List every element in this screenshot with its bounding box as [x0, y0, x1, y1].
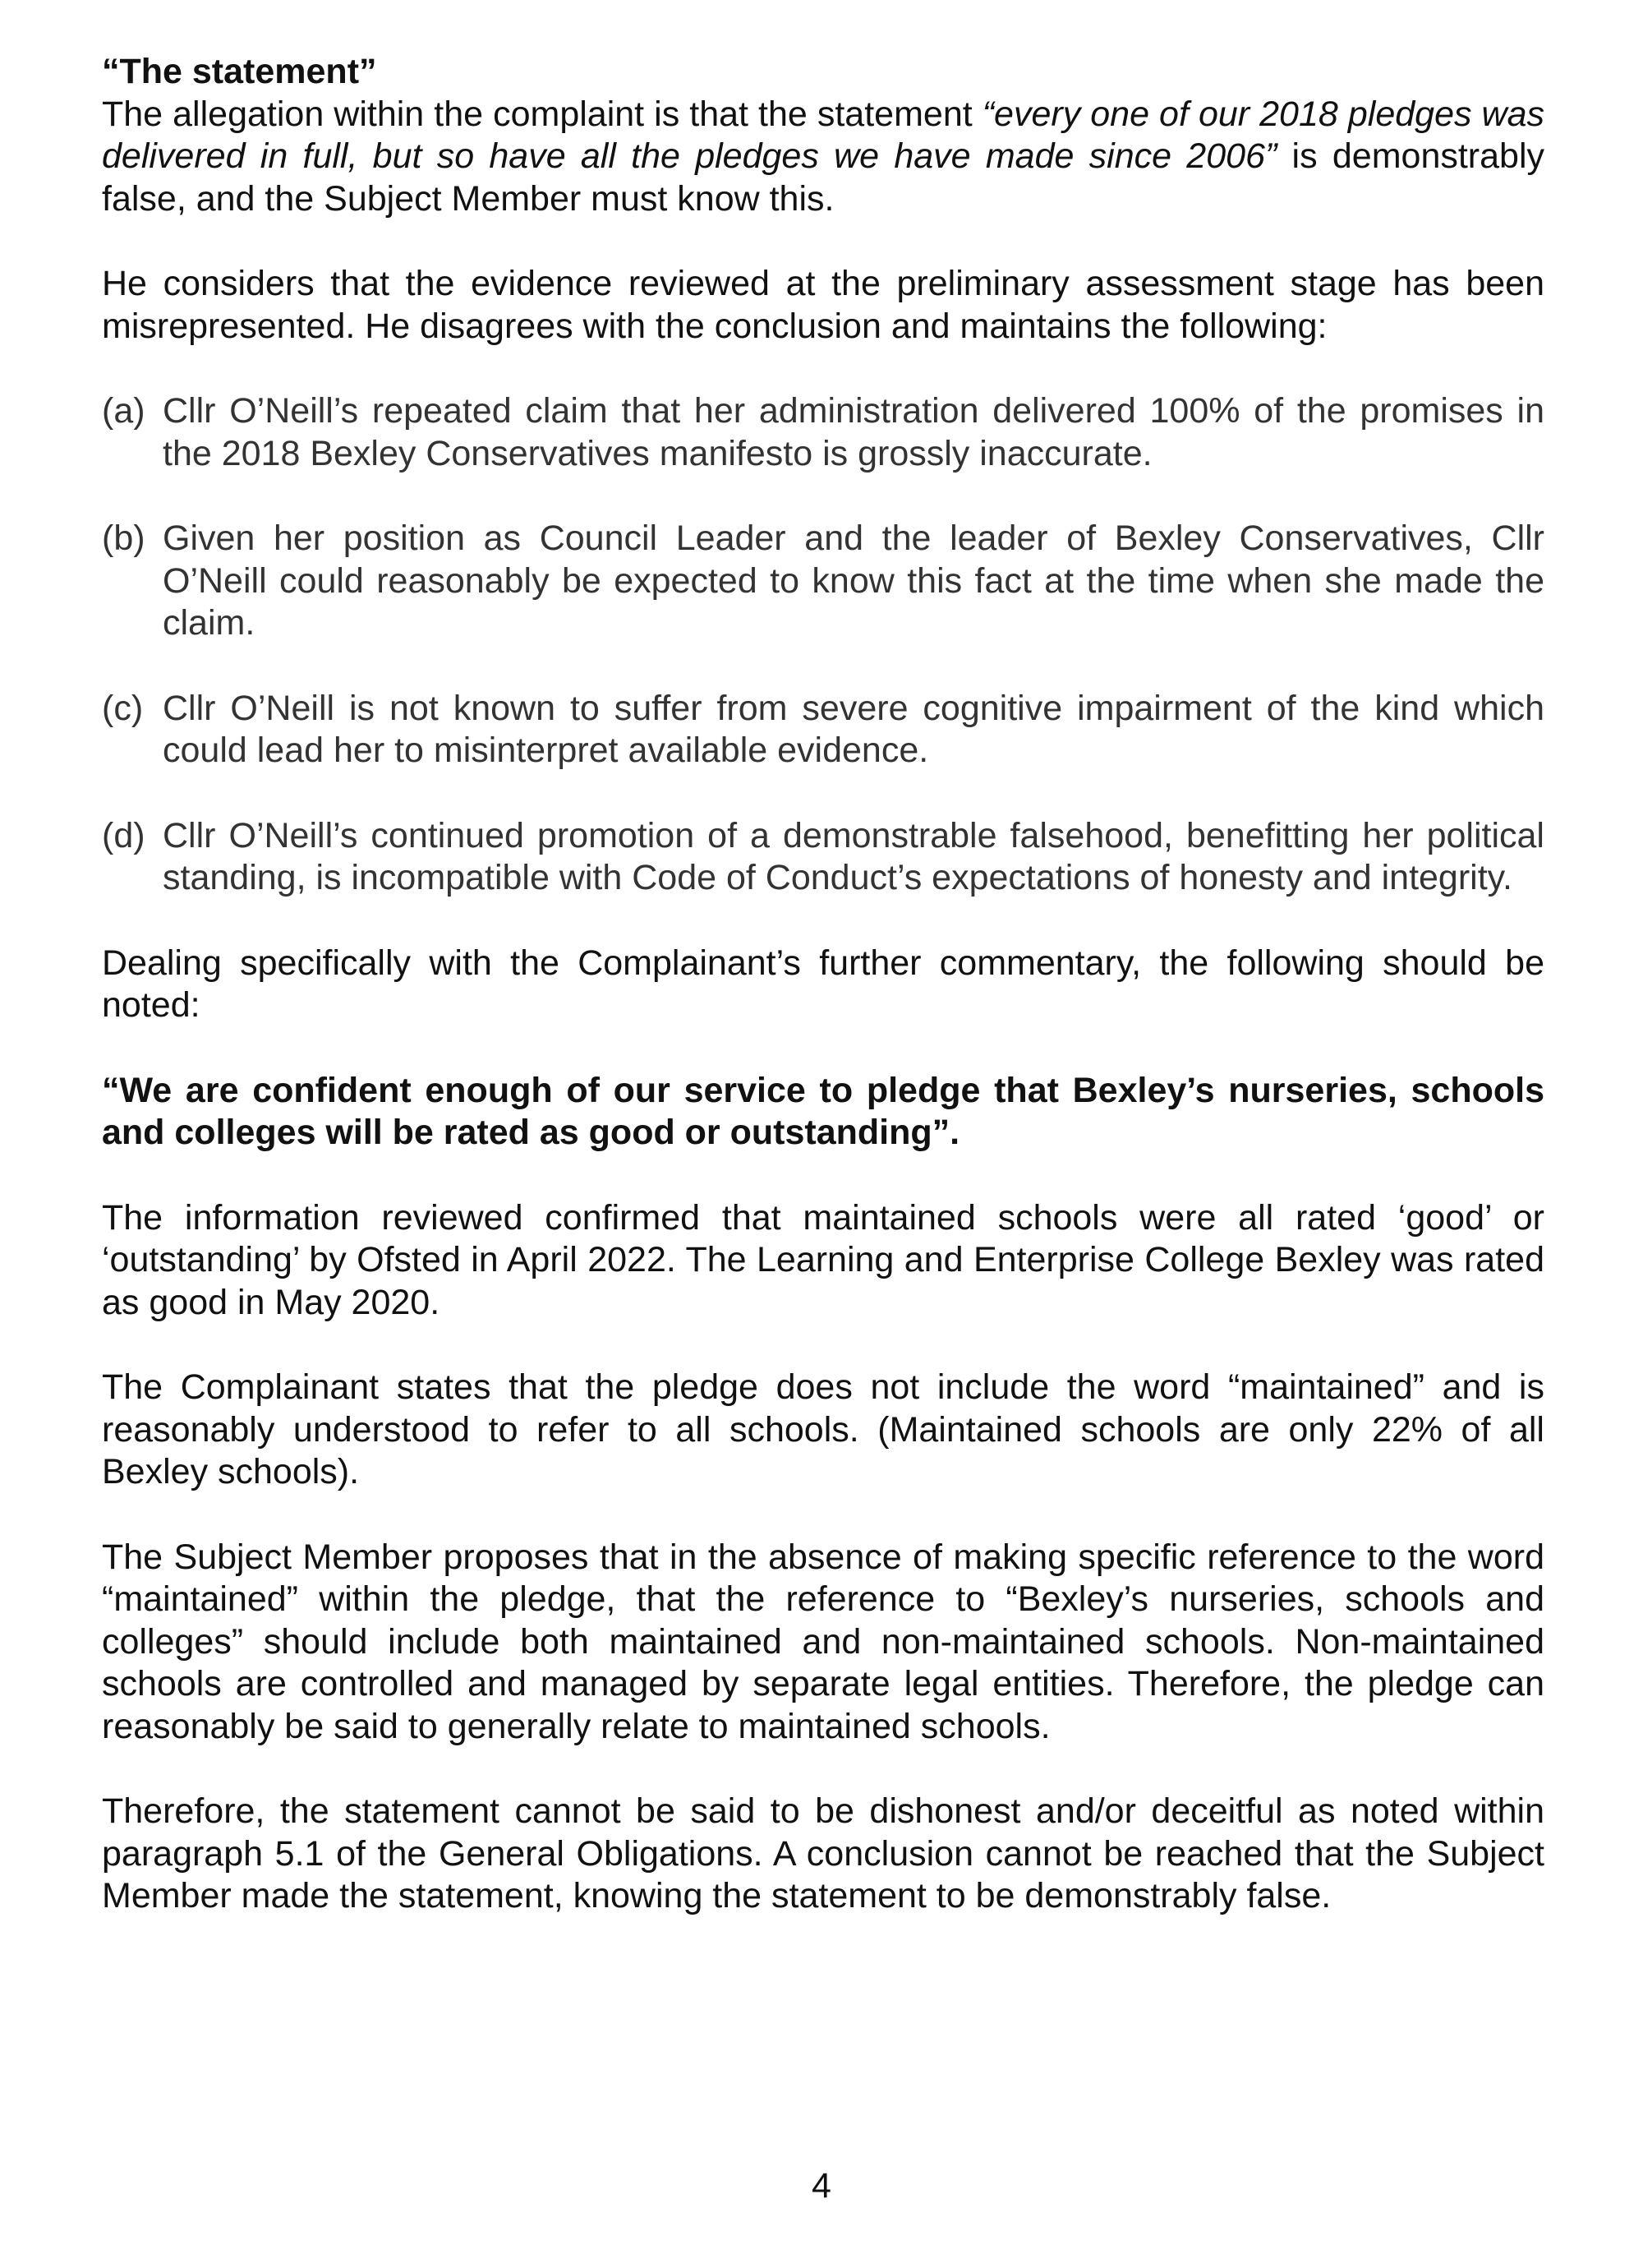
conclusion-paragraph: Therefore, the statement cannot be said to be dishonest and/or deceitful as noted within paragraph 5.1 of the General Obligations. A conclusion cannot be reached that the Subject Member made the statement, knowing the statement to be demonstrably false.	[102, 1791, 1544, 1915]
intro-paragraph	[102, 94, 1544, 221]
list-marker: (b)	[102, 519, 145, 558]
information-paragraph: The information reviewed confirmed that maintained schools were all rated ‘good’ or ‘outstanding’ by Ofsted in April 2022. The Learning and Enterprise College Bexley was rated as good in May 2020.	[102, 1197, 1544, 1322]
list-item-text: Cllr O’Neill is not known to suffer from severe cognitive impairment of the kind which could lead her to misinterpret available evidence.	[163, 688, 1544, 770]
intro-text-after: is demonstrably false, and the Subject Member must know this.	[102, 136, 1545, 219]
list-marker: (a)	[102, 391, 145, 431]
list-item-text: Cllr O’Neill’s repeated claim that her administration delivered 100% of the promises in the 2018 Bexley Conservatives manifesto is grossly inaccurate.	[163, 391, 1544, 473]
list-item	[102, 518, 1544, 645]
list-item	[102, 688, 1544, 772]
intro-quote: “every one of our 2018 pledges was delivered in full, but so have all the pledges we have made since 2006”	[102, 94, 1544, 176]
complainant-paragraph: The Complainant states that the pledge does not include the word “maintained” and is reasonably understood to refer to all schools. (Maintained schools are only 22% of all Bexley schools).	[102, 1367, 1544, 1491]
intro-text-before: The allegation within the complaint is that the statement	[102, 94, 983, 134]
document-page	[102, 51, 1544, 1918]
section-heading: “The statement”	[102, 52, 377, 91]
pledge-quote: “We are confident enough of our service to pledge that Bexley’s nurseries, schools and colleges will be rated as good or outstanding”.	[102, 1070, 1544, 1152]
list-item-text: Given her position as Council Leader and the leader of Bexley Conservatives, Cllr O’Neill could reasonably be expected to know this fact at the time when she made the claim.	[163, 519, 1544, 643]
complaint-points-list	[102, 390, 1544, 900]
page-number: 4	[812, 2166, 831, 2206]
subject-member-paragraph: The Subject Member proposes that in the absence of making specific reference to the word “maintained” within the pledge, that the reference to “Bexley’s nurseries, schools and colleges” should include both maintained and non-maintained schools. Non-maintained schools are controlled and managed by separate legal entities. Therefore, the pledge can reasonably be said to generally relate to maintained schools.	[102, 1537, 1544, 1746]
list-item	[102, 815, 1544, 900]
disagrees-paragraph: He considers that the evidence reviewed at the preliminary assessment stage has been misrepresented. He disagrees with the conclusion and maintains the following:	[102, 264, 1544, 346]
list-item-text: Cllr O’Neill’s continued promotion of a demonstrable falsehood, benefitting her political standing, is incompatible with Code of Conduct’s expectations of honesty and integrity.	[163, 815, 1544, 897]
dealing-paragraph: Dealing specifically with the Complainant’s further commentary, the following should be noted:	[102, 943, 1544, 1025]
list-item	[102, 390, 1544, 475]
list-marker: (d)	[102, 815, 145, 855]
list-marker: (c)	[102, 688, 144, 728]
